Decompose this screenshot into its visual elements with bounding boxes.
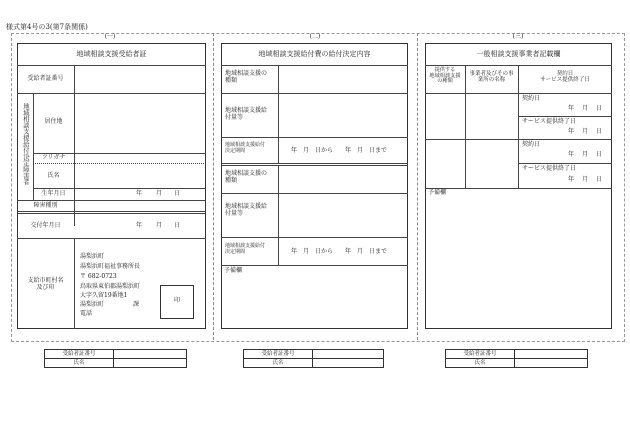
dept-label: 湯梨浜町: [80, 301, 105, 308]
service-amount-label: 地域相談支援給 付量等: [225, 107, 268, 121]
contract-day-1: 日: [596, 105, 603, 112]
birth-day: 日: [174, 190, 181, 197]
contract-day-2: 日: [596, 151, 603, 158]
name-label: 氏名: [47, 172, 60, 179]
panel1-title: 地域相談支援受給者証: [76, 50, 147, 58]
certified-person-label: 地域相談支援給付決定障害者: [21, 103, 29, 185]
disability-type-label: 障害種別: [33, 202, 58, 209]
birth-year: 年: [136, 190, 143, 197]
contract-year-2: 年: [568, 151, 575, 158]
seal-label: 印: [173, 297, 180, 304]
panel2-title: 地域相談支援給付費の給付決定内容: [258, 50, 371, 58]
bottom-stub-2: [243, 349, 384, 368]
issue-date-label: 交付年月日: [30, 222, 61, 229]
municipality-line-0: 湯梨浜町: [80, 253, 105, 260]
end-month-1: 月: [582, 128, 589, 135]
issue-day: 日: [174, 222, 181, 229]
section-three-number: (三): [512, 33, 524, 40]
stub1-number-value: [114, 350, 187, 359]
col-dates: 契約日 サービス提供終了日: [540, 71, 590, 84]
recipient-number-label: 受給者証番号: [27, 75, 64, 82]
end-year-1: 年: [568, 128, 575, 135]
bottom-stub-1: [44, 349, 187, 368]
service-type-label-2: 地域相談支援の 種類: [225, 170, 268, 184]
decision-period-label-2: 地域相談支援給付 決定期間: [225, 243, 266, 255]
service-end-label-1: サービス提供終了日: [522, 118, 577, 125]
bottom-stub-3: [445, 349, 588, 368]
stub3-name-label: 氏名: [446, 359, 515, 368]
decision-period-text: 年 月 日から 年 月 日まで: [291, 147, 388, 154]
municipality-line-1: 湯梨浜町福祉事務所長: [80, 263, 141, 270]
form-label: 様式第4号の3(第7条関係): [6, 23, 88, 31]
stub2-name-value: [313, 359, 384, 368]
end-month-2: 月: [582, 176, 589, 183]
contract-month-1: 月: [582, 105, 589, 112]
section-one-number: (一): [104, 33, 116, 40]
stub1-name-label: 氏名: [45, 359, 114, 368]
stub3-name-value: [515, 359, 588, 368]
issue-month: 月: [156, 222, 163, 229]
phone-label: 電話: [80, 310, 93, 317]
col-service-type: 提供する 地域相談支援 の種類: [429, 67, 461, 85]
end-day-1: 日: [596, 128, 603, 135]
stub2-number-value: [313, 350, 384, 359]
service-type-label: 地域相談支援の 種類: [225, 70, 268, 84]
panel3-notes-label: 予備欄: [428, 189, 447, 196]
contract-month-2: 月: [582, 151, 589, 158]
section-two-number: (二): [309, 33, 321, 40]
panel-benefit-decision: [221, 43, 408, 329]
contract-year-1: 年: [568, 105, 575, 112]
fold-line-1: [213, 33, 214, 340]
panel2-notes-label: 予備欄: [224, 267, 243, 274]
stub2-number-label: 受給者証番号: [244, 350, 313, 359]
contract-date-label-1: 契約日: [522, 95, 541, 102]
municipality-line-3: 鳥取県東伯郡湯梨浜町: [80, 283, 141, 290]
stub1-name-value: [114, 359, 187, 368]
dept-suffix: 課: [133, 301, 140, 308]
end-year-2: 年: [568, 176, 575, 183]
birth-month: 月: [156, 190, 163, 197]
furigana-label: フリガナ: [41, 154, 66, 161]
municipality-line-2: 〒 682-0723: [80, 273, 117, 280]
decision-period-text-2: 年 月 日から 年 月 日まで: [291, 248, 388, 255]
contract-date-label-2: 契約日: [522, 141, 541, 148]
municipality-label: 支給市町村名 及び印: [27, 277, 64, 291]
issue-year: 年: [136, 222, 143, 229]
address-label: 居住地: [44, 118, 63, 125]
service-amount-label-2: 地域相談支援給 付量等: [225, 203, 268, 217]
fold-line-2: [417, 33, 418, 340]
birthdate-label: 生年月日: [41, 190, 66, 197]
panel3-title: 一般相談支援事業者記載欄: [476, 50, 561, 58]
stub3-number-label: 受給者証番号: [446, 350, 515, 359]
end-day-2: 日: [596, 176, 603, 183]
municipality-line-4: 大字久留19番地1: [80, 292, 128, 299]
decision-period-label: 地域相談支援給付 決定期間: [225, 142, 266, 154]
service-end-label-2: サービス提供終了日: [522, 165, 577, 172]
col-provider-name: 事業者及びその事 業所の名称: [469, 71, 514, 84]
stub2-name-label: 氏名: [244, 359, 313, 368]
stub1-number-label: 受給者証番号: [45, 350, 114, 359]
stub3-number-value: [515, 350, 588, 359]
